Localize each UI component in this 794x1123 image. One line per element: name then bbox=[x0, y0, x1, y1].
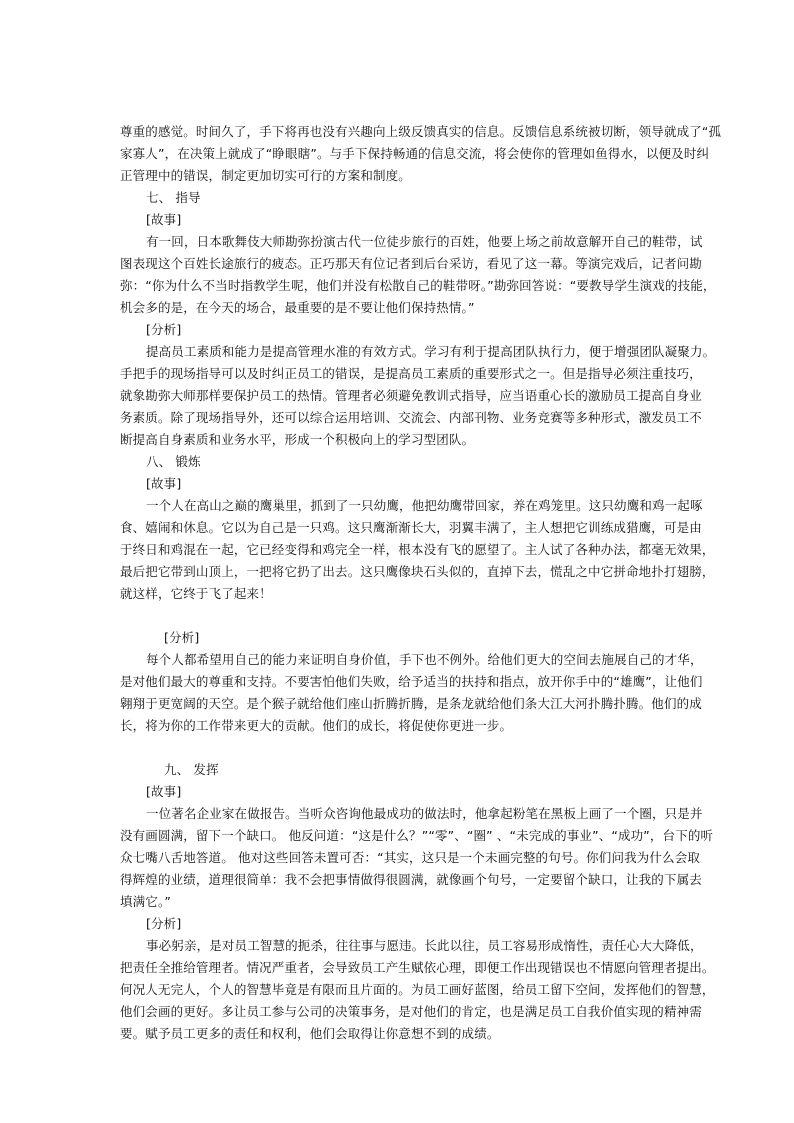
text-line: 食、嬉闹和休息。它以为自己是一只鸡。这只鹰渐渐长大，羽翼丰满了，主人想把它训练成猎鹰，可是由 bbox=[120, 520, 702, 535]
text-line: 一个人在高山之巅的鹰巢里，抓到了一只幼鹰，他把幼鹰带回家，养在鸡笼里。这只幼鹰和鸡一起啄 bbox=[146, 498, 703, 513]
text-line: 于终日和鸡混在一起，它已经变得和鸡完全一样，根本没有飞的愿望了。主人试了各种办法，都毫无效果， bbox=[120, 542, 715, 557]
text-line: 务素质。除了现场指导外，还可以综合运用培训、交流会、内部刊物、业务竞赛等多种形式，激发员工不 bbox=[120, 410, 702, 425]
text-line: 得辉煌的业绩，道理很简单：我不会把事情做得很圆满，就像画个句号，一定要留个缺口，让我的下属去 bbox=[120, 872, 702, 887]
story-label: [故事] bbox=[146, 212, 182, 227]
text-line: 没有画圆满，留下一个缺口。 他反问道：“这是什么？”“零”、“圈” 、“未完成的事业”、“成功”，台下的听 bbox=[120, 828, 714, 843]
analysis-label: [分析] bbox=[146, 322, 182, 337]
text-line: 提高员工素质和能力是提高管理水准的有效方式。学习有利于提高团队执行力，便于增强团队凝聚力。 bbox=[146, 344, 716, 359]
text-line: 事必躬亲，是对员工智慧的扼杀，往往事与愿违。长此以往，员工容易形成惰性，责任心大大降低， bbox=[146, 938, 703, 953]
story-label: [故事] bbox=[146, 476, 182, 491]
section-heading: 九、 发挥 bbox=[164, 762, 219, 777]
text-line: 弥：“你为什么不当时指教学生呢，他们并没有松散自己的鞋带呀。”勘弥回答说：“要教导学生演戏的技能， bbox=[120, 278, 716, 293]
text-line: 把责任全推给管理者。情况严重者，会导致员工产生赋依心理，即便工作出现错误也不情愿向管理者提出。 bbox=[120, 960, 715, 975]
text-line: 尊重的感觉。时间久了，手下将再也没有兴趣向上级反馈真实的信息。反馈信息系统被切断，领导就成了“孤 bbox=[120, 124, 722, 139]
text-line: 手把手的现场指导可以及时纠正员工的错误，是提高员工素质的重要形式之一。但是指导必须注重技巧， bbox=[120, 366, 702, 381]
text-line: 翱翔于更宽阔的天空。是个猴子就给他们座山折腾折腾，是条龙就给他们条大江大河扑腾扑腾。他们的成 bbox=[120, 696, 702, 711]
text-line: 长，将为你的工作带来更大的贡献。他们的成长，将促使你更进一步。 bbox=[120, 718, 513, 733]
analysis-label: [分析] bbox=[164, 630, 200, 645]
text-line: 众七嘴八舌地答道。 他对这些回答未置可否：“其实，这只是一个未画完整的句号。你们问我为什么会取 bbox=[120, 850, 701, 865]
text-line: 何况人无完人，个人的智慧毕竟是有限而且片面的。为员工画好蓝图，给员工留下空间，发挥他们的智慧， bbox=[120, 982, 715, 997]
text-line: 是对他们最大的尊重和支持。不要害怕他们失败，给予适当的扶持和指点，放开你手中的“雄鹰”，让他们 bbox=[120, 674, 703, 689]
text-line: 他们会画的更好。多让员工参与公司的决策事务，是对他们的肯定，也是满足员工自我价值实现的精神需 bbox=[120, 1004, 702, 1019]
section-heading: 八、 锻炼 bbox=[146, 454, 201, 469]
analysis-label: [分析] bbox=[146, 916, 182, 931]
text-line: 要。赋予员工更多的责任和权利，他们会取得让你意想不到的成绩。 bbox=[120, 1026, 500, 1041]
section-heading: 七、 指导 bbox=[146, 190, 201, 205]
text-line: 家寡人”，在决策上就成了“睁眼瞎”。与手下保持畅通的信息交流，将会使你的管理如鱼得水，以便及时纠 bbox=[120, 146, 710, 161]
text-line: 有一回，日本歌舞伎大师勘弥扮演古代一位徒步旅行的百姓，他要上场之前故意解开自己的鞋带，试 bbox=[146, 234, 703, 249]
text-line: 就象勘弥大师那样要保护员工的热情。管理者必须避免教训式指导，应当语重心长的激励员工提高自身业 bbox=[120, 388, 702, 403]
text-line: 每个人都希望用自己的能力来证明自身价值，手下也不例外。给他们更大的空间去施展自己的才华， bbox=[146, 652, 703, 667]
text-line: 正管理中的错误，制定更加切实可行的方案和制度。 bbox=[120, 168, 411, 183]
text-line: 断提高自身素质和业务水平，形成一个积极向上的学习型团队。 bbox=[120, 432, 475, 447]
text-line: 图表现这个百姓长途旅行的疲态。正巧那天有位记者到后台采访，看见了这一幕。等演完戏后，记者问勘 bbox=[120, 256, 702, 271]
story-label: [故事] bbox=[146, 784, 182, 799]
text-line: 一位著名企业家在做报告。当听众咨询他最成功的做法时，他拿起粉笔在黑板上画了一个圈，只是并 bbox=[146, 806, 703, 821]
text-line: 就这样，它终于飞了起来！ bbox=[120, 586, 272, 601]
text-line: 填满它。” bbox=[120, 894, 171, 909]
text-line: 最后把它带到山顶上，一把将它扔了出去。这只鹰像块石头似的，直掉下去，慌乱之中它拼命地扑打翅膀， bbox=[120, 564, 715, 579]
text-line: 机会多的是，在今天的场合，最重要的是不要让他们保持热情。” bbox=[120, 300, 475, 315]
